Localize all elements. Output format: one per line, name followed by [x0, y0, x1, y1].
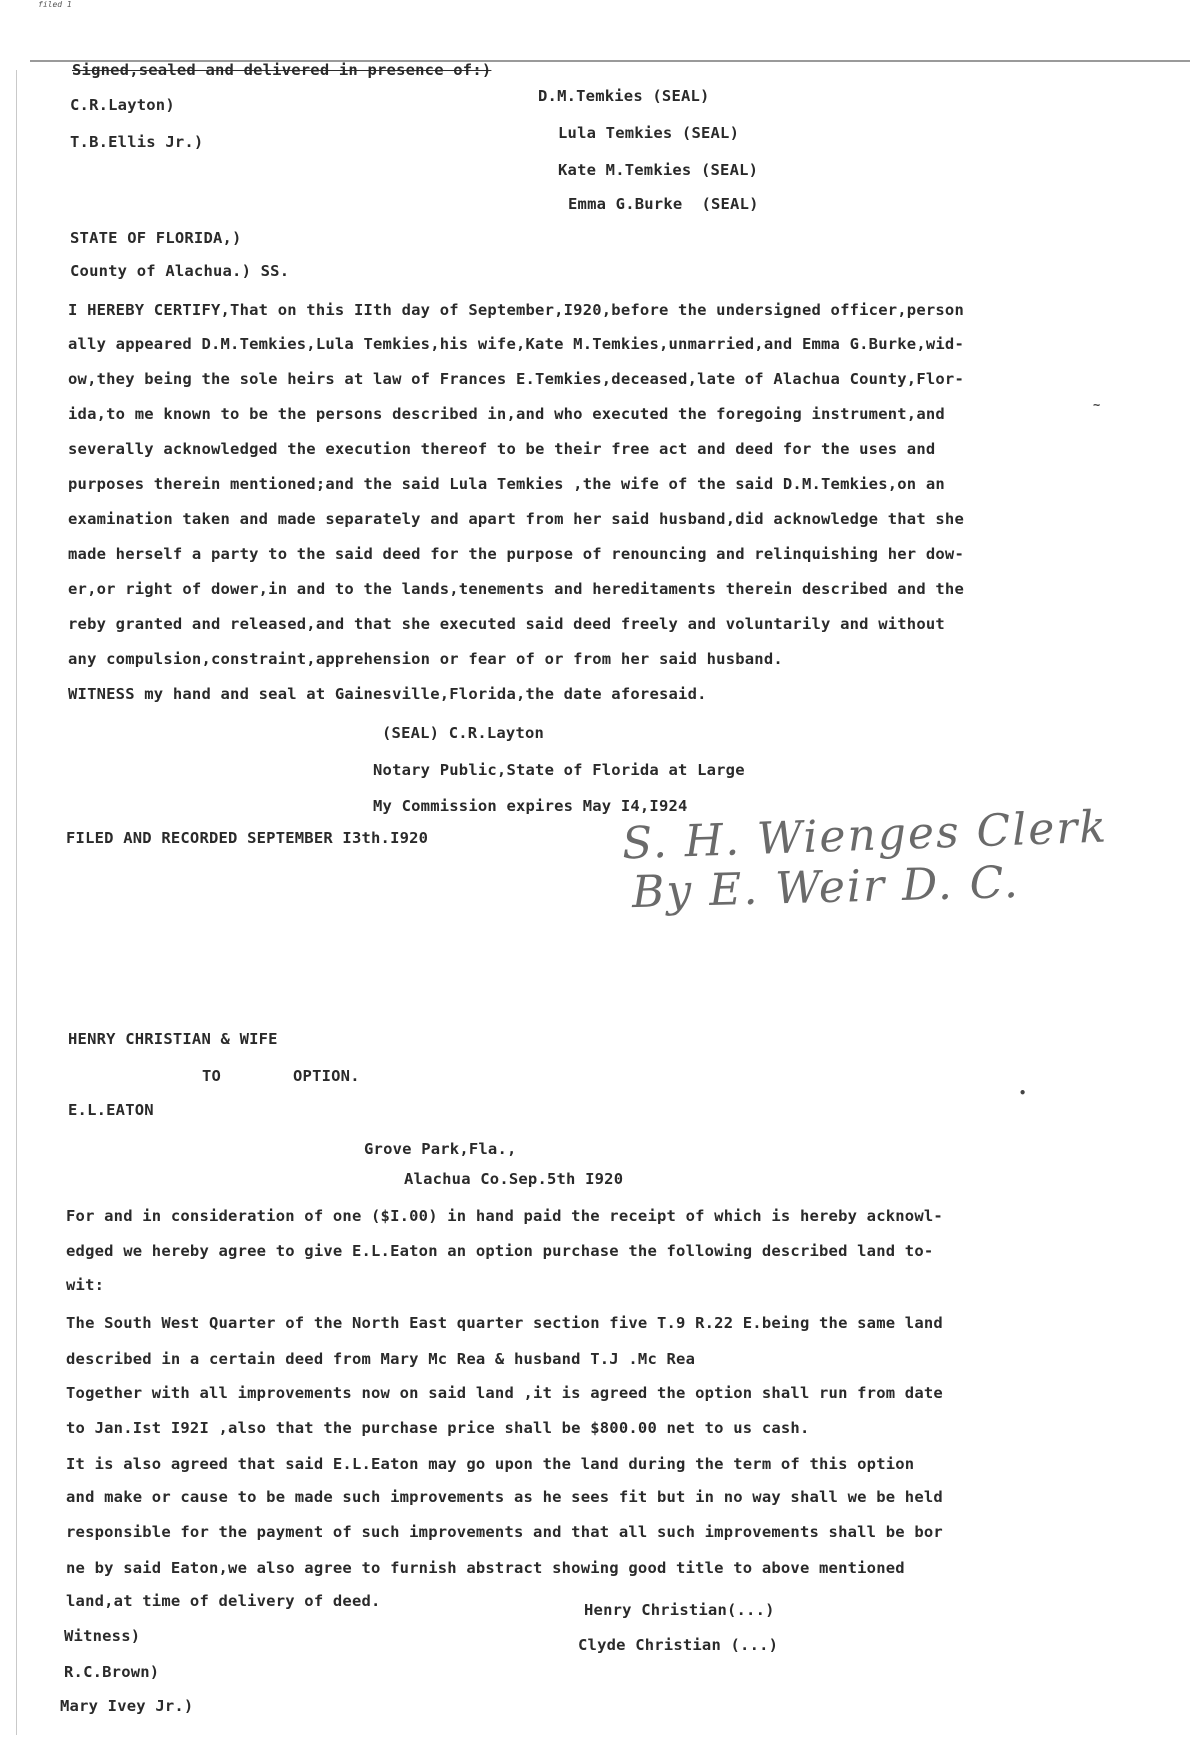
option-line-7: to Jan.Ist I92I ,also that the purchase price shall be $800.00 net to us cash.	[66, 1419, 810, 1437]
certify-line-5: severally acknowledged the execution thereof to be their free act and deed for the uses and	[68, 440, 936, 458]
option-line-1: For and in consideration of one ($I.00) in hand paid the receipt of which is hereby acknowl-	[66, 1207, 943, 1225]
date-line: Alachua Co.Sep.5th I920	[404, 1170, 624, 1188]
option-line-3: wit:	[66, 1276, 105, 1294]
notary-title: Notary Public,State of Florida at Large	[373, 761, 745, 779]
certify-line-2: ally appeared D.M.Temkies,Lula Temkies,his wife,Kate M.Temkies,unmarried,and Emma G.Burke,wid-	[68, 335, 964, 353]
witness-ivey: Mary Ivey Jr.)	[60, 1697, 194, 1715]
clerk-signature: S. H. Wienges Clerk	[621, 801, 1109, 870]
option-line-9: and make or cause to be made such improvements as he sees fit but in no way shall we be held	[66, 1488, 943, 1506]
option-line-12: land,at time of delivery of deed.	[66, 1592, 381, 1610]
option-party-1: HENRY CHRISTIAN & WIFE	[68, 1030, 278, 1048]
county-line: County of Alachua.) SS.	[70, 262, 290, 280]
deputy-clerk-signature: By E. Weir D. C.	[631, 856, 1021, 919]
option-line-5: described in a certain deed from Mary Mc Rea & husband T.J .Mc Rea	[66, 1350, 696, 1368]
certify-line-8: made herself a party to the said deed for the purpose of renouncing and relinquishing her dow-	[68, 545, 964, 563]
witness-label: Witness)	[64, 1627, 141, 1645]
option-line-2: edged we hereby agree to give E.L.Eaton an option purchase the following described land to-	[66, 1242, 934, 1260]
option-to: TO	[202, 1067, 222, 1085]
witness-ellis: T.B.Ellis Jr.)	[70, 133, 204, 151]
certify-line-10: reby granted and released,and that she executed said deed freely and voluntarily and without	[68, 615, 945, 633]
notary-commission: My Commission expires May I4,I924	[373, 797, 688, 815]
signer-henry-christian: Henry Christian(...)	[584, 1601, 775, 1619]
certify-line-4: ida,to me known to be the persons described in,and who executed the foregoing instrument,and	[68, 405, 945, 423]
grantor-kate-temkies: Kate M.Temkies (SEAL)	[558, 161, 759, 179]
corner-mark: filed 1	[38, 0, 72, 9]
option-line-10: responsible for the payment of such improvements and that all such improvements shall be bor	[66, 1523, 943, 1541]
option-line-4: The South West Quarter of the North East quarter section five T.9 R.22 E.being the same land	[66, 1314, 943, 1332]
option-line-8: It is also agreed that said E.L.Eaton may go upon the land during the term of this option	[66, 1455, 915, 1473]
grantor-emma-burke: Emma G.Burke (SEAL)	[568, 195, 759, 213]
filed-recorded: FILED AND RECORDED SEPTEMBER I3th.I920	[66, 829, 429, 847]
grantor-lula-temkies: Lula Temkies (SEAL)	[558, 124, 740, 142]
scan-speck: ~	[1093, 398, 1101, 412]
page-edge	[16, 70, 17, 1735]
grantor-dm-temkies: D.M.Temkies (SEAL)	[538, 87, 710, 105]
witness-layton: C.R.Layton)	[70, 96, 175, 114]
option-line-11: ne by said Eaton,we also agree to furnish abstract showing good title to above mentioned	[66, 1559, 905, 1577]
notary-seal-name: (SEAL) C.R.Layton	[382, 724, 545, 742]
certify-line-11: any compulsion,constraint,apprehension or fear of or from her said husband.	[68, 650, 783, 668]
certify-line-7: examination taken and made separately and apart from her said husband,did acknowledge that she	[68, 510, 964, 528]
certify-line-6: purposes therein mentioned;and the said Lula Temkies ,the wife of the said D.M.Temkies,on an	[68, 475, 945, 493]
witness-brown: R.C.Brown)	[64, 1663, 160, 1681]
state-line: STATE OF FLORIDA,)	[70, 229, 242, 247]
certify-line-9: er,or right of dower,in and to the lands,tenements and hereditaments therein described and the	[68, 580, 964, 598]
option-label: OPTION.	[293, 1067, 360, 1085]
certify-line-3: ow,they being the sole heirs at law of Frances E.Temkies,deceased,late of Alachua County,Flor-	[68, 370, 964, 388]
witness-hand-seal: WITNESS my hand and seal at Gainesville,Florida,the date aforesaid.	[68, 685, 707, 703]
certify-line-1: I HEREBY CERTIFY,That on this IIth day of September,I920,before the undersigned officer,person	[68, 301, 964, 319]
option-party-2: E.L.EATON	[68, 1101, 154, 1119]
scan-speck: •	[1019, 1086, 1027, 1100]
option-line-6: Together with all improvements now on said land ,it is agreed the option shall run from date	[66, 1384, 943, 1402]
signer-clyde-christian: Clyde Christian (...)	[578, 1636, 779, 1654]
signed-line: Signed,sealed and delivered in presence of:)	[72, 61, 492, 79]
place-line: Grove Park,Fla.,	[364, 1140, 517, 1158]
